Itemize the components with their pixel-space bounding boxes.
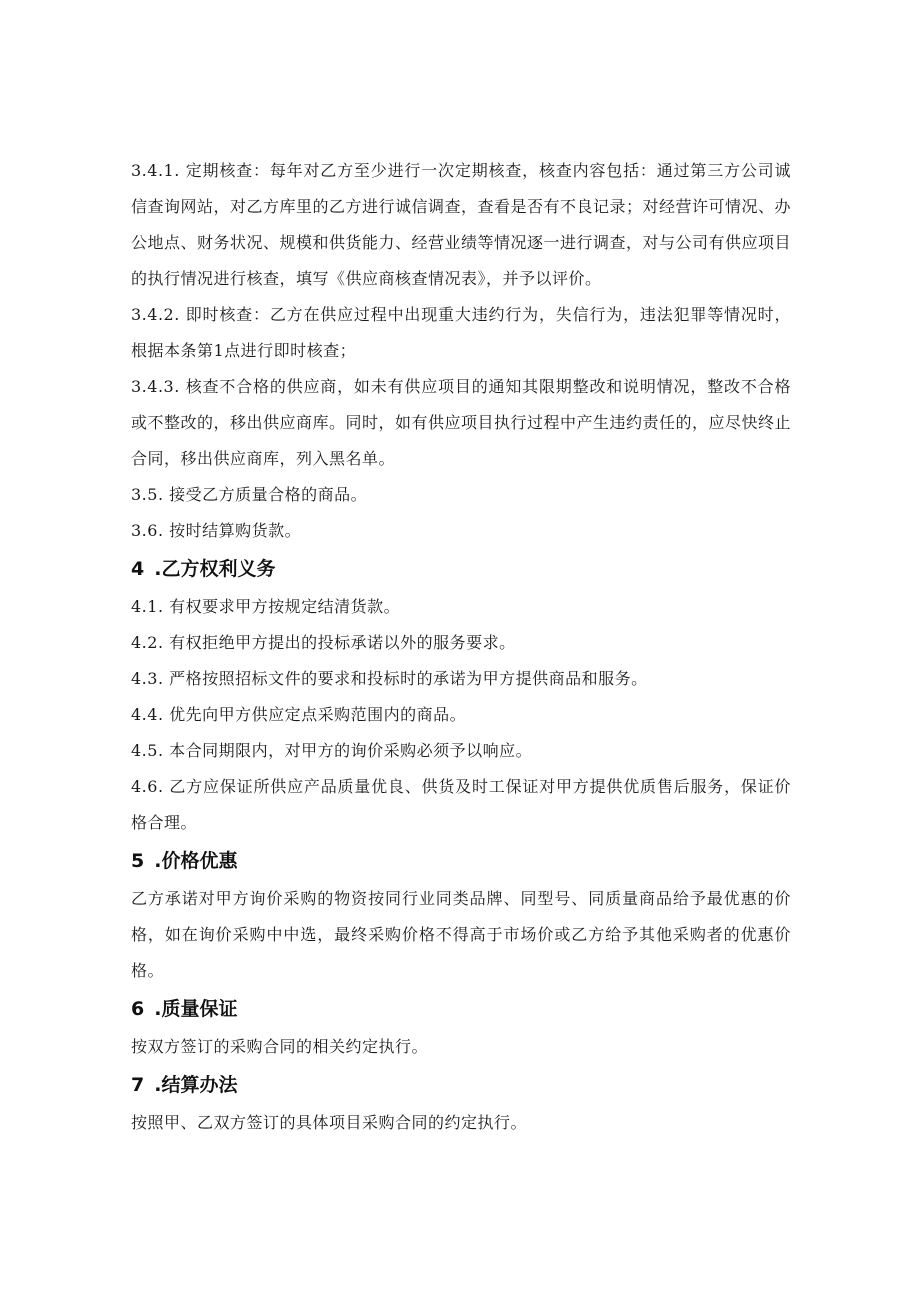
clause-4-5: 4.5. 本合同期限内，对甲方的询价采购必须予以响应。 <box>131 741 533 760</box>
section-5-number: 5 <box>131 850 145 872</box>
section-6-title: .质量保证 <box>154 998 238 1020</box>
section-4-title: .乙方权利义务 <box>154 558 276 580</box>
clause-3-4-2: 3.4.2. 即时核查：乙方在供应过程中出现重大违约行为，失信行为，违法犯罪等情况时，根据本条第1点进行即时核查； <box>131 305 791 360</box>
clause-4-2: 4.2. 有权拒绝甲方提出的投标承诺以外的服务要求。 <box>131 633 516 652</box>
document-page <box>131 153 791 1141</box>
section-7-heading <box>131 1065 791 1105</box>
clause-4-6: 4.6. 乙方应保证所供应产品质量优良、供货及时工保证对甲方提供优质售后服务，保证价格合理。 <box>131 777 791 832</box>
section-7-title: .结算办法 <box>154 1074 238 1096</box>
clause-3-4-3: 3.4.3. 核查不合格的供应商，如未有供应项目的通知其限期整改和说明情况，整改不合格或不整改的，移出供应商库。同时，如有供应项目执行过程中产生违约责任的，应尽快终止合同，移出供应商库，列入黑名单。 <box>131 377 792 468</box>
section-7-number: 7 <box>131 1074 145 1096</box>
section-6-number: 6 <box>131 998 145 1020</box>
section-7-body: 按照甲、乙双方签订的具体项目采购合同的约定执行。 <box>131 1113 528 1132</box>
clause-3-4-1: 3.4.1. 定期核查：每年对乙方至少进行一次定期核查，核查内容包括：通过第三方公司诚信查询网站，对乙方库里的乙方进行诚信调查，查看是否有不良记录；对经营许可情况、办公地点、财务状况、规模和供货能力、经营业绩等情况逐一进行调查，对与公司有供应项目的执行情况进行核查，填写《供应商核查情况表》，并予以评价。 <box>131 161 792 288</box>
clause-3-6: 3.6. 按时结算购货款。 <box>131 521 302 540</box>
clause-4-4: 4.4. 优先向甲方供应定点采购范围内的商品。 <box>131 705 467 724</box>
section-4-heading <box>131 549 791 589</box>
section-5-body: 乙方承诺对甲方询价采购的物资按同行业同类品牌、同型号、同质量商品给予最优惠的价格，如在询价采购中中选，最终采购价格不得高于市场价或乙方给予其他采购者的优惠价格。 <box>131 889 791 980</box>
clause-3-5: 3.5. 接受乙方质量合格的商品。 <box>131 485 368 504</box>
section-6-heading <box>131 989 791 1029</box>
clause-4-1: 4.1. 有权要求甲方按规定结清货款。 <box>131 597 401 616</box>
section-4-number: 4 <box>131 558 145 580</box>
section-6-body: 按双方签订的采购合同的相关约定执行。 <box>131 1037 429 1056</box>
section-5-heading <box>131 841 791 881</box>
clause-4-3: 4.3. 严格按照招标文件的要求和投标时的承诺为甲方提供商品和服务。 <box>131 669 648 688</box>
section-5-title: .价格优惠 <box>154 850 238 872</box>
